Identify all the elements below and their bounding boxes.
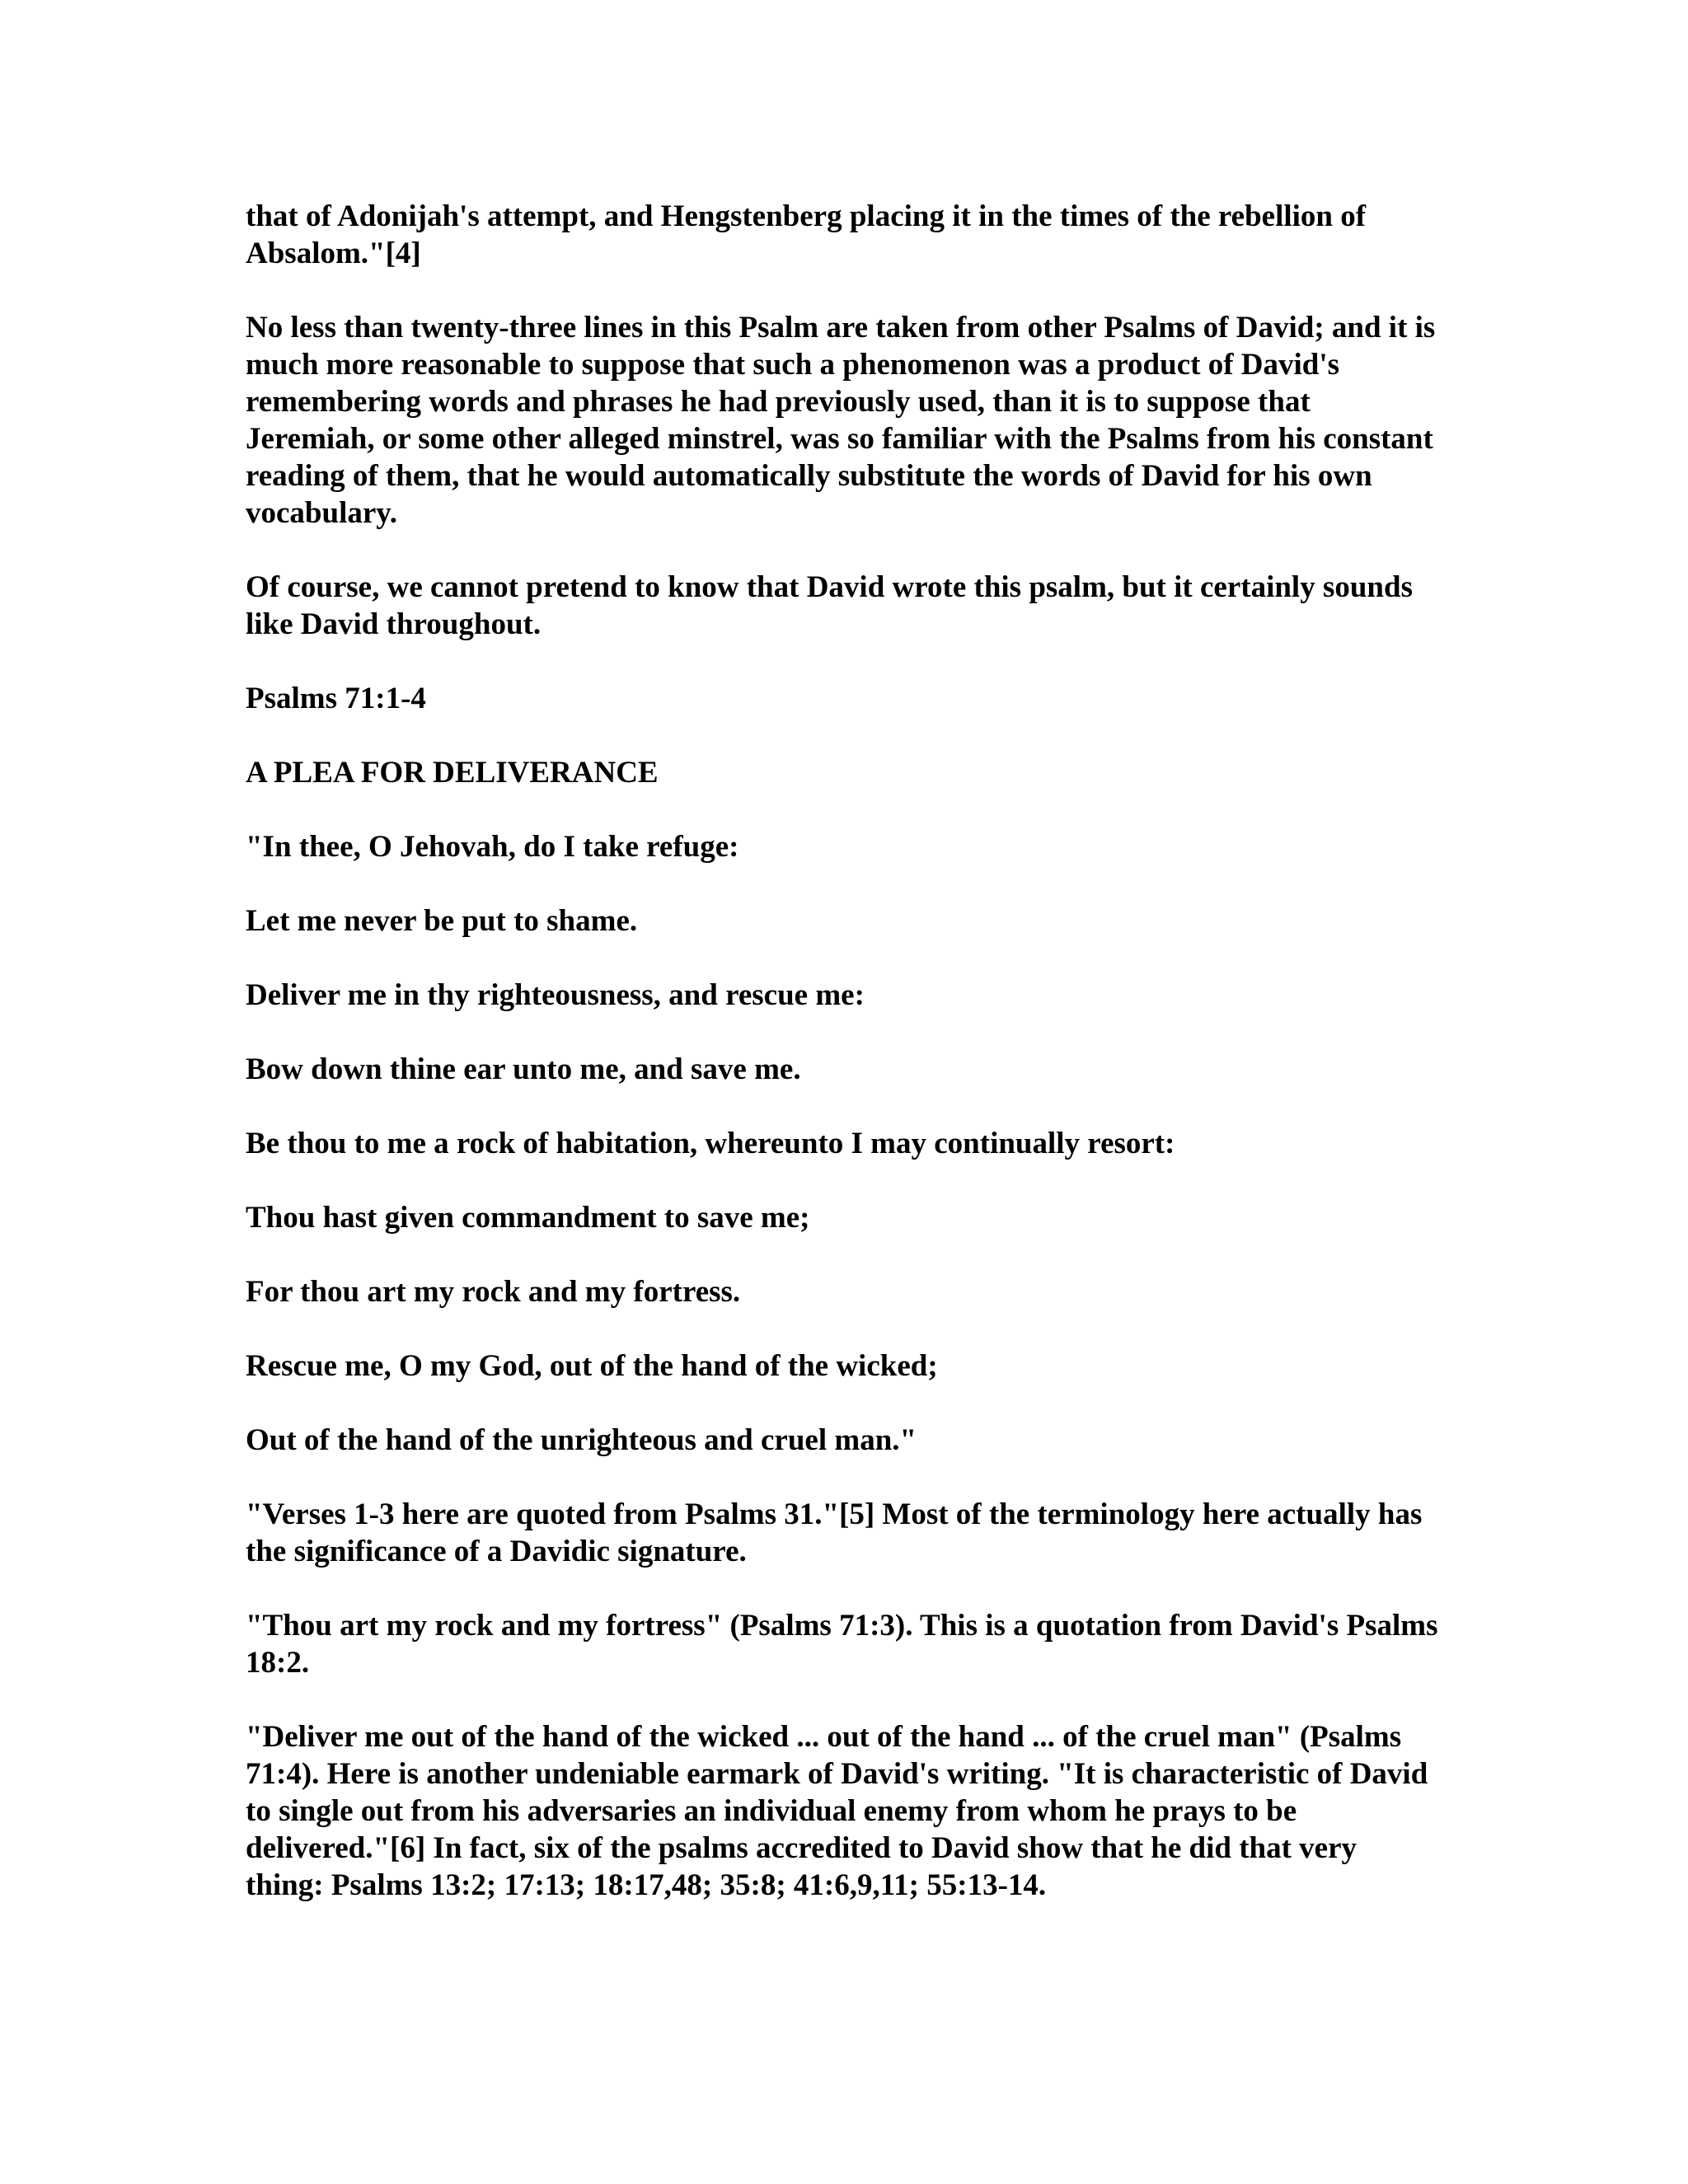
commentary-paragraph: "Deliver me out of the hand of the wicked ... out of the hand ... of the cruel man" (Psalms 71:4). Here is another undeniable earmark of David's writing. "It is characteristic of David to single out from his adversaries an individual enemy from whom he prays to be delivered."[6] In fact, six of the psalms accredited to David show that he did that very thing: Psalms 13:2; 17:13; 18:17,48; 35:8; 41:6,9,11; 55:13-14. [246,1720,1428,1902]
page-body [246,198,1441,1904]
paragraph-authorship: Of course, we cannot pretend to know that David wrote this psalm, but it certainly sounds like David throughout. [246,570,1413,641]
commentary-paragraph: "Verses 1-3 here are quoted from Psalms 31."[5] Most of the terminology here actually has the significance of a Davidic signature. [246,1497,1423,1568]
verse-line: Let me never be put to shame. [246,904,638,938]
verse-line: Be thou to me a rock of habitation, whereunto I may continually resort: [246,1127,1175,1160]
verse-line: Deliver me in thy righteousness, and rescue me: [246,978,865,1012]
verse-line: Rescue me, O my God, out of the hand of the wicked; [246,1349,938,1383]
scripture-reference: Psalms 71:1-4 [246,682,426,715]
commentary-paragraph: "Thou art my rock and my fortress" (Psalms 71:3). This is a quotation from David's Psalms 18:2. [246,1609,1438,1680]
paragraph-continuation: that of Adonijah's attempt, and Hengstenberg placing it in the times of the rebellion of Absalom."[4] [246,199,1367,270]
verse-line: Thou hast given commandment to save me; [246,1201,810,1235]
verse-line: Out of the hand of the unrighteous and cruel man." [246,1423,917,1457]
section-heading: A PLEA FOR DELIVERANCE [246,756,659,790]
verse-line: Bow down thine ear unto me, and save me. [246,1052,801,1086]
verse-line: "In thee, O Jehovah, do I take refuge: [246,830,739,864]
verse-line: For thou art my rock and my fortress. [246,1275,741,1309]
paragraph-borrowed-lines: No less than twenty-three lines in this Psalm are taken from other Psalms of David; and it is much more reasonable to suppose that such a phenomenon was a product of David's remembering words and phrases he had previously used, than it is to suppose that Jeremiah, or some other alleged minstrel, was so familiar with the Psalms from his constant reading of them, that he would automatically substitute the words of David for his own vocabulary. [246,311,1436,530]
